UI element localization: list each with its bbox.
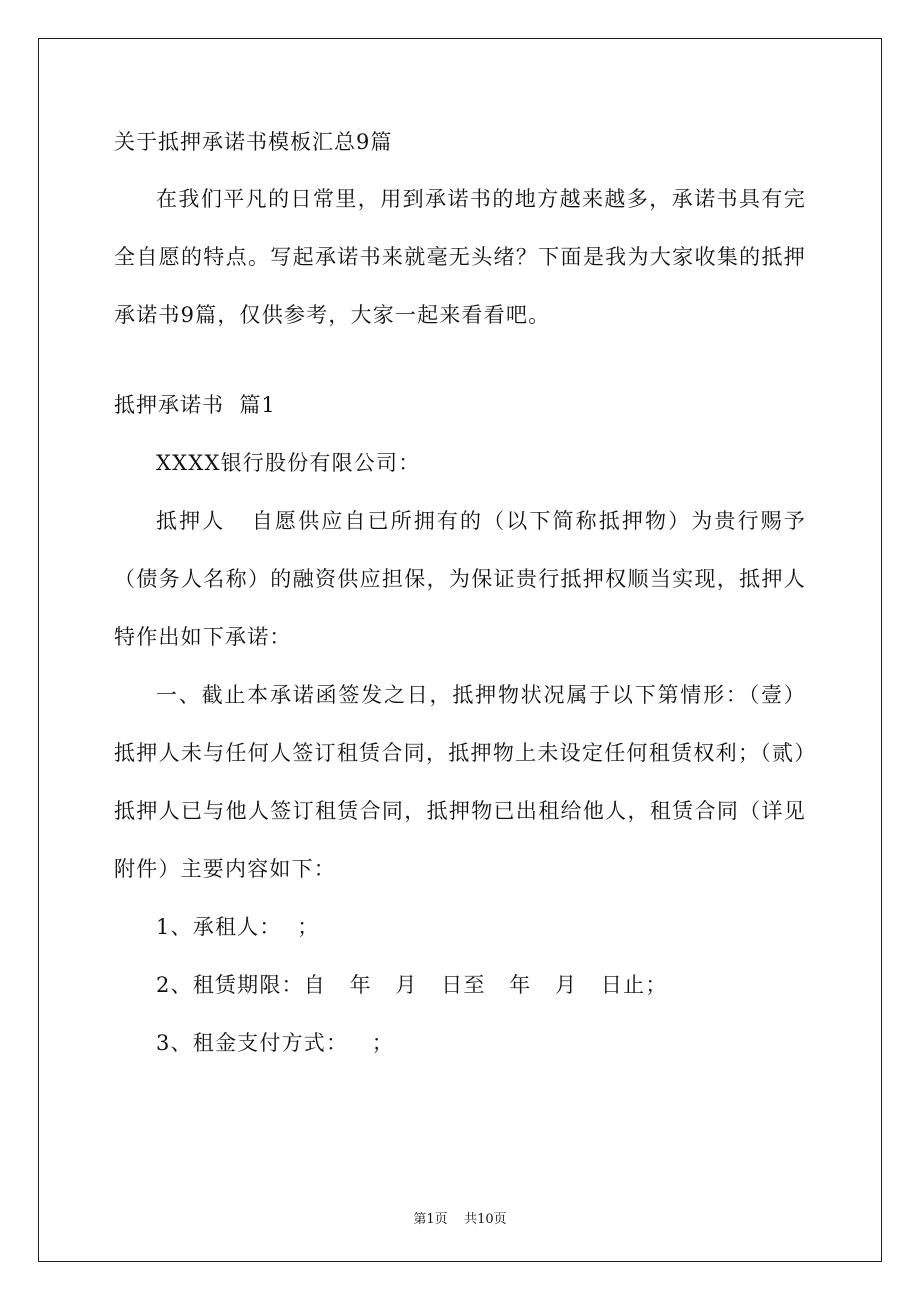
section-heading: 抵押承诺书 篇1 <box>114 393 276 417</box>
list-item: 2、租赁期限：自 年 月 日至 年 月 日止； <box>156 973 668 997</box>
intro-paragraph: 在我们平凡的日常里，用到承诺书的地方越来越多，承诺书具有完全自愿的特点。写起承诺书来就毫无头绪？下面是我为大家收集的抵押承诺书9篇，仅供参考，大家一起来看看吧。 <box>114 187 806 327</box>
document-body <box>114 120 806 1072</box>
page-footer: 第1页 共10页 <box>413 1212 507 1227</box>
list-item: 3、租金支付方式： ； <box>156 1031 394 1055</box>
paragraph-2: 一、截止本承诺函签发之日，抵押物状况属于以下第情形：（壹）抵押人未与任何人签订租赁合同，抵押物上未设定任何租赁权利；（贰）抵押人已与他人签订租赁合同，抵押物已出租给他人，租赁合同（详见附件）主要内容如下： <box>114 683 806 881</box>
list-item: 1、承租人： ； <box>156 915 320 939</box>
addressee: XXXX银行股份有限公司： <box>156 451 421 475</box>
document-title: 关于抵押承诺书模板汇总9篇 <box>114 130 393 154</box>
paragraph-1: 抵押人 自愿供应自已所拥有的（以下简称抵押物）为贵行赐予（债务人名称）的融资供应担保，为保证贵行抵押权顺当实现，抵押人特作出如下承诺： <box>114 509 806 649</box>
